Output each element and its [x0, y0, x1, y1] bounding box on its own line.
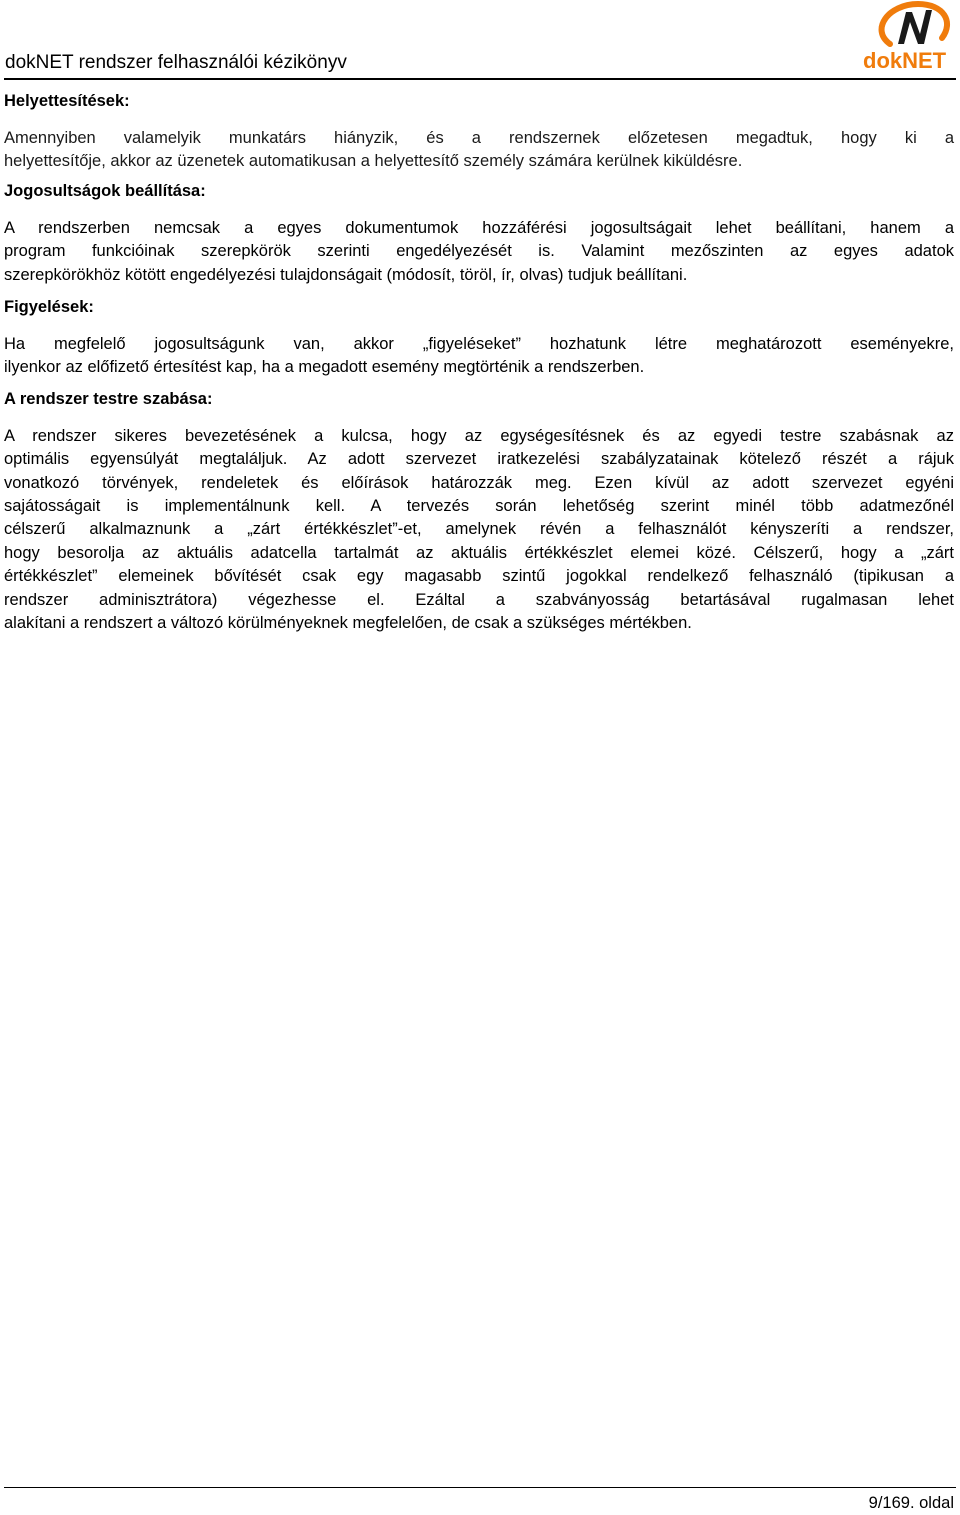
section-paragraph-helyettesitesek — [4, 127, 954, 174]
section-heading-testre-szabas: A rendszer testre szabása: — [4, 389, 213, 408]
paragraph-line: Amennyiben valamelyik munkatárs hiányzik, és a rendszernek előzetesen megadtuk, hogy ki a — [4, 129, 954, 147]
section-heading-helyettesitesek: Helyettesítések: — [4, 92, 130, 110]
document-title: dokNET rendszer felhasználói kézikönyv — [5, 52, 347, 73]
paragraph-line: szerepkörökhöz kötött engedélyezési tulajdonságait (módosít, töröl, ír, olvas) tudjuk beállítani. — [4, 265, 688, 284]
document-body — [4, 90, 954, 636]
section-paragraph-jogosultsagok — [4, 217, 954, 287]
page-number: 9/169. oldal — [868, 1494, 954, 1512]
paragraph-line: helyettesítője, akkor az üzenetek automatikusan a helyettesítő személy számára kerülnek kiküldésre. — [4, 152, 743, 171]
section-paragraph-figyelesek — [4, 333, 954, 380]
paragraph-line: rendszer adminisztrátora) végezhesse el. Ezáltal a szabványosság betartásával rugalmasan lehet — [4, 590, 954, 609]
paragraph-line: alakítani a rendszert a változó körülményeknek megfelelően, de csak a szükséges mértékben. — [4, 614, 692, 633]
paragraph-line: ilyenkor az előfizető értesítést kap, ha a megadott esemény megtörténik a rendszerben. — [4, 358, 645, 377]
section-heading-jogosultsagok: Jogosultságok beállítása: — [4, 181, 206, 200]
logo-n-icon — [898, 10, 932, 44]
section-paragraph-testre-szabas — [4, 425, 954, 636]
header-divider — [4, 78, 956, 80]
page-header — [0, 0, 960, 80]
paragraph-line: A rendszer sikeres bevezetésének a kulcsa, hogy az egységesítésnek és az egyedi testre szabásnak az — [4, 426, 954, 445]
section-heading-figyelesek: Figyelések: — [4, 298, 94, 317]
paragraph-line: sajátosságait is implementálnunk kell. A tervezés során lehetőség szerint minél több adatmezőnél — [4, 497, 954, 516]
paragraph-line: program funkcióinak szerepkörök szerinti engedélyezését is. Valamint mezőszinten az egyes adatok — [4, 242, 954, 261]
doknet-logo-mark-icon — [860, 0, 960, 52]
paragraph-line: Ha megfelelő jogosultságunk van, akkor „figyeléseket” hozhatunk létre meghatározott eseményekre, — [4, 335, 954, 354]
paragraph-line: hogy besorolja az aktuális adatcella tartalmát az aktuális értékkészlet elemei közé. Célszerű, hogy a „zárt — [4, 543, 954, 562]
logo-wordmark: dokNET — [863, 48, 947, 73]
paragraph-line: A rendszerben nemcsak a egyes dokumentumok hozzáférési jogosultságait lehet beállítani, hanem a — [4, 218, 954, 237]
paragraph-line: célszerű alkalmaznunk a „zárt értékkészlet”-et, amelynek révén a felhasználót kényszeríti a rendszer, — [4, 520, 954, 539]
paragraph-line: vonatkozó törvények, rendeletek és előírások határozzák meg. Ezen kívül az adott szervezet egyéni — [4, 473, 954, 492]
doknet-logo — [860, 0, 960, 76]
paragraph-line: optimális egyensúlyát megtaláljuk. Az adott szervezet iratkezelési szabályzatainak kötelező részét a rájuk — [4, 450, 954, 469]
paragraph-line: értékkészlet” elemeinek bővítését csak egy magasabb szintű jogokkal rendelkező felhasználó (tipikusan a — [4, 567, 954, 586]
footer-divider — [4, 1487, 956, 1488]
